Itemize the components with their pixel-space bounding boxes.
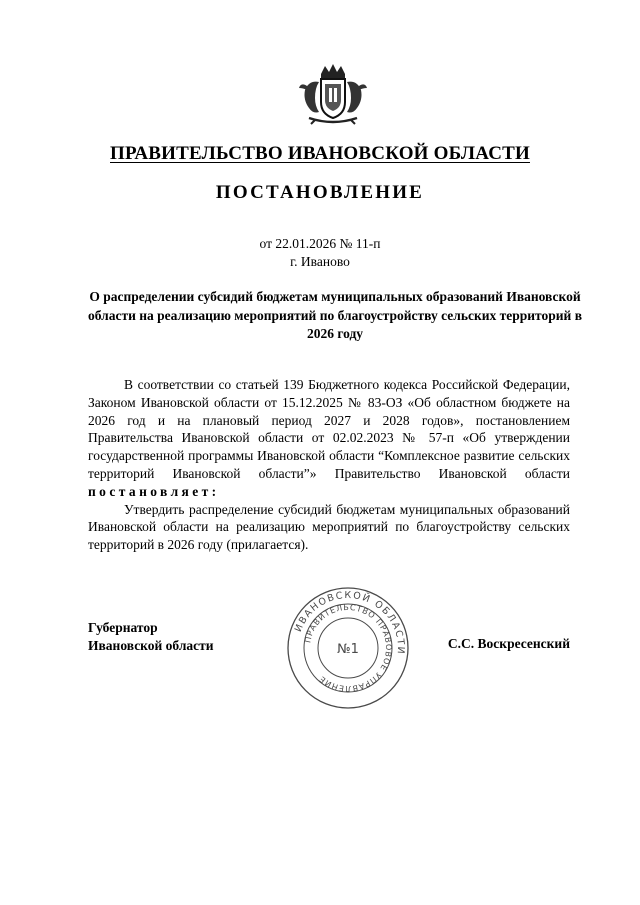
coat-of-arms-icon [295, 62, 371, 126]
signatory-name: С.С. Воскресенский [447, 636, 570, 651]
stamp-outer-text: ИВАНОВСКОЙ ОБЛАСТИ [292, 589, 407, 656]
position-line-2: Ивановской области [88, 638, 214, 653]
stamp-inner-text: ПРАВИТЕЛЬСТВО ПРАВОВОЕ УПРАВЛЕНИЕ [303, 602, 394, 694]
city-line: г. Иваново [290, 254, 350, 269]
document-body [88, 376, 570, 554]
basis-text: В соответствии со статьей 139 Бюджетного кодекса Российской Федерации, Законом Ивановской области от 15.12.2025 № 83-ОЗ «Об областном бюджете на 2026 год и на плановый период 2027 и 2028 годов», постановлением Правительства Ивановской области от 02.02.2023 № 57-п «Об утверждении государственной программы Ивановской области “Комплексное развитие сельских территорий Ивановской области”» Правительство Ивановской области [88, 377, 570, 481]
stamp-number: №1 [337, 642, 359, 657]
position-line-1: Губернатор [88, 620, 158, 635]
document-subject: О распределении субсидий бюджетам муниципальных образований Ивановской области на реализацию мероприятий по благоустройству сельских территорий в 2026 году [88, 289, 582, 341]
signatory-position [88, 619, 214, 655]
date-number-line: от 22.01.2026 № 11-п [259, 236, 381, 251]
body-paragraph-decision: Утвердить распределение субсидий бюджетам муниципальных образований Ивановской области на реализацию мероприятий по благоустройству сельских территорий в 2026 году (прилагается). [88, 501, 570, 553]
document-type-heading: ПОСТАНОВЛЕНИЕ [215, 182, 425, 203]
resolves-word: постановляет: [88, 483, 220, 499]
body-paragraph-basis [88, 376, 570, 501]
official-stamp [284, 584, 412, 712]
organization-title: ПРАВИТЕЛЬСТВО ИВАНОВСКОЙ ОБЛАСТИ [110, 143, 530, 164]
